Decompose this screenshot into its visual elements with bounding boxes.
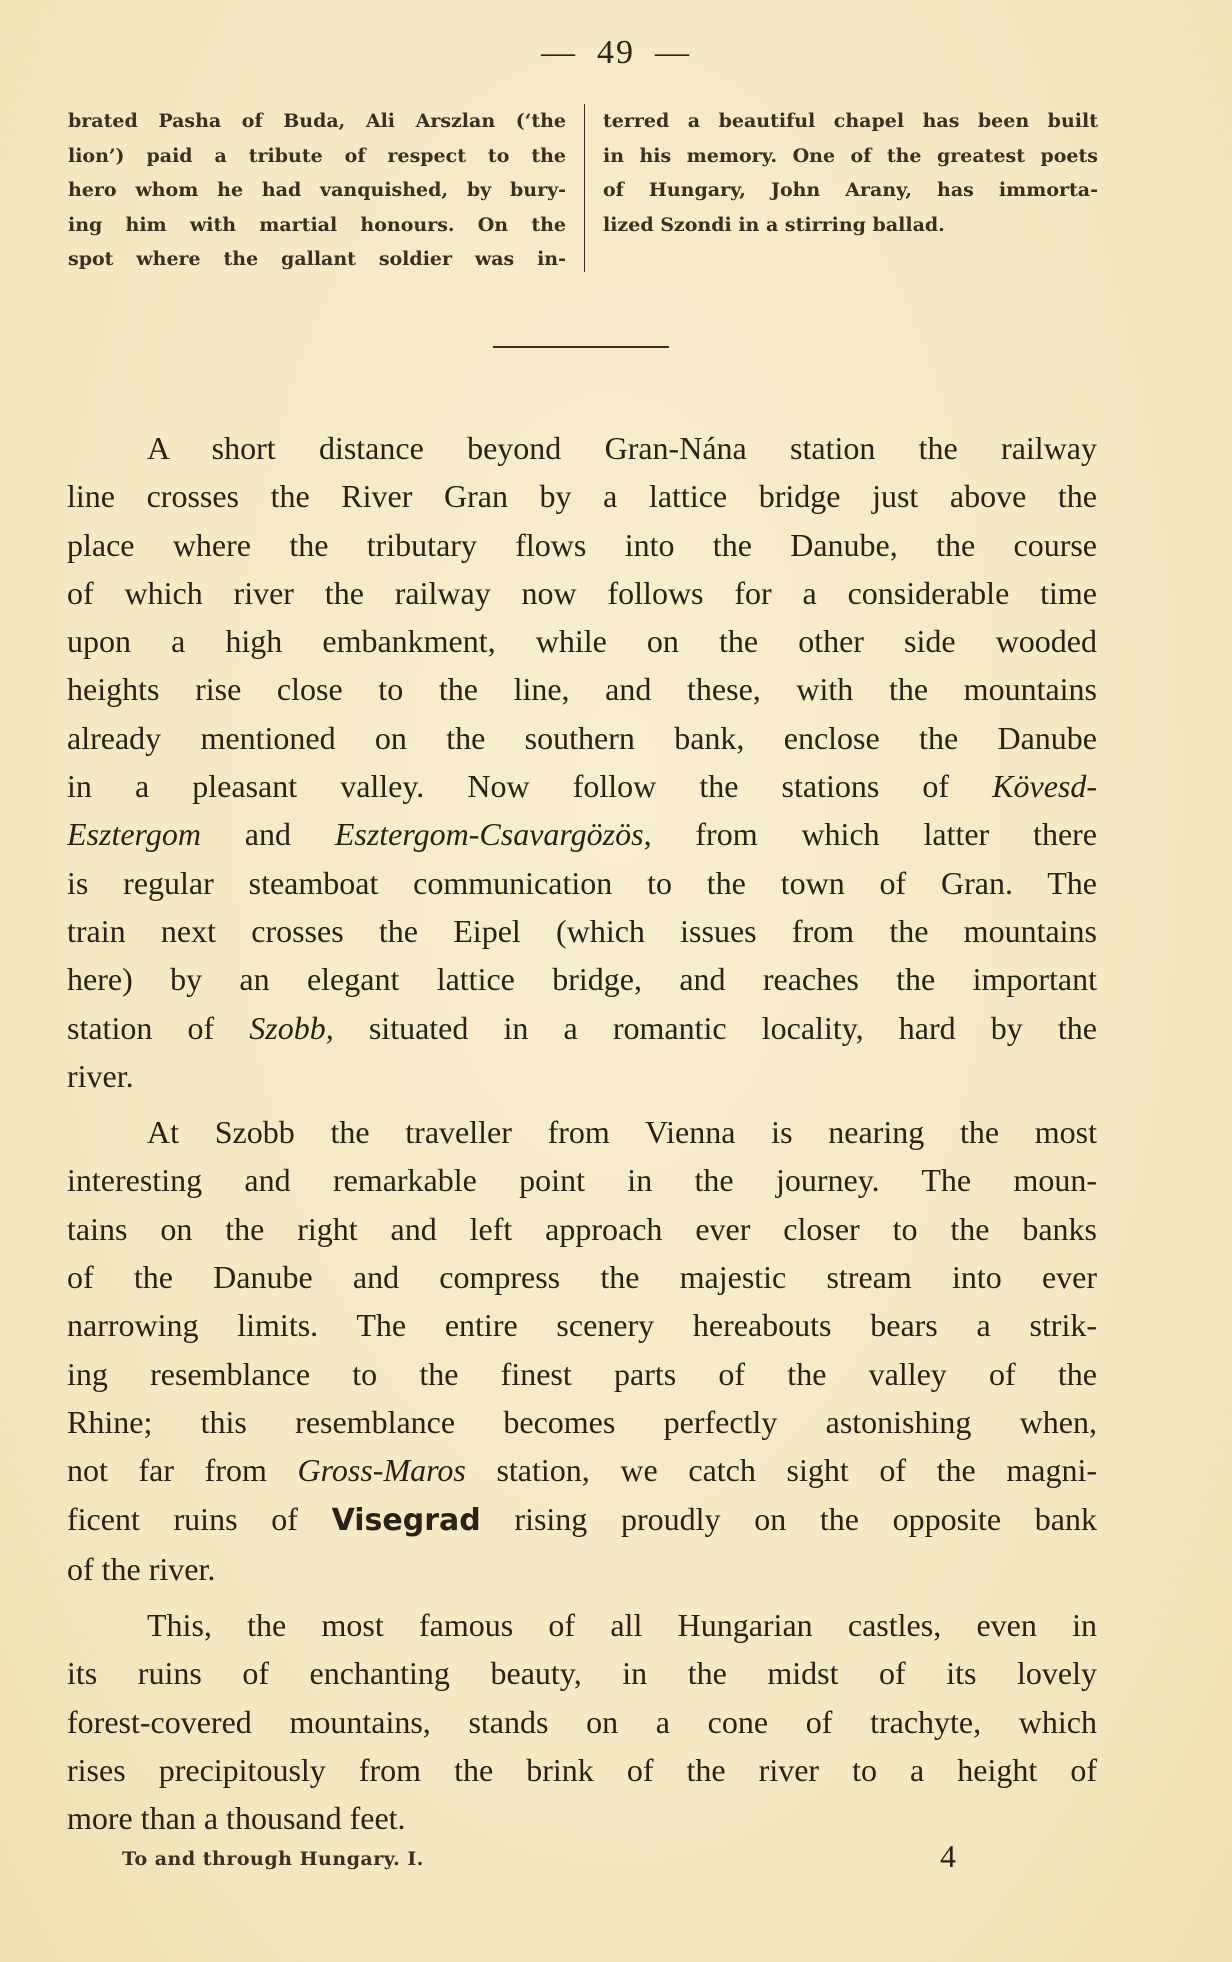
footnote-right-line: in his memory. One of the greatest poets <box>603 144 1098 167</box>
footnote-columns <box>68 104 1098 274</box>
text-segment: situated in a romantic locality, hard by the <box>333 1009 1097 1046</box>
paragraph-3 <box>67 1601 1097 1842</box>
station-name: Esztergom-Csavargözös <box>334 816 644 853</box>
text-line: heights rise close to the line, and these, with the mountains <box>67 671 1097 708</box>
paragraph-2 <box>67 1108 1097 1593</box>
page-number <box>0 34 1232 72</box>
text-segment: in a pleasant valley. Now follow the stations of <box>67 768 993 805</box>
paragraph-1 <box>67 424 1097 1100</box>
page-number-dash-left: — <box>541 34 577 71</box>
text-line <box>67 1446 1097 1494</box>
text-segment: rising proudly on the opposite bank <box>480 1500 1097 1537</box>
text-line: is regular steamboat communication to the town of Gran. The <box>67 864 1097 901</box>
footer-title: To and through Hungary. I. <box>122 1848 424 1870</box>
footnote-left-line: spot where the gallant soldier was in- <box>68 248 566 270</box>
text-line: Rhine; this resemblance becomes perfectly astonishing when, <box>67 1403 1097 1440</box>
text-line: place where the tributary flows into the Danube, the course <box>67 526 1097 563</box>
text-line: line crosses the River Gran by a lattice bridge just above the <box>67 478 1097 515</box>
body-text <box>67 424 1097 1843</box>
text-line: more than a thousand feet. <box>67 1800 406 1837</box>
station-name: Szobb, <box>249 1009 334 1046</box>
text-line: train next crosses the Eipel (which issues from the mountains <box>67 912 1097 949</box>
text-line: ing resemblance to the finest parts of the valley of the <box>67 1355 1097 1392</box>
text-line: already mentioned on the southern bank, enclose the Danube <box>67 719 1097 756</box>
text-segment: , from which latter there <box>643 816 1097 853</box>
section-divider <box>493 346 669 348</box>
page-number-dash-right: — <box>655 34 691 71</box>
text-line: of the river. <box>67 1550 216 1587</box>
footnote-right-line: terred a beautiful chapel has been built <box>603 110 1098 132</box>
signature-mark: 4 <box>940 1838 956 1874</box>
footnote-left-line: ing him with martial honours. On the <box>68 213 566 236</box>
text-line: upon a high embankment, while on the other side wooded <box>67 623 1097 660</box>
text-line: its ruins of enchanting beauty, in the midst of its lovely <box>67 1655 1097 1692</box>
footnote-right-line: lized Szondi in a stirring ballad. <box>603 213 945 236</box>
place-name: Visegrad <box>331 1502 481 1538</box>
text-line <box>67 1495 1097 1545</box>
page-number-value: 49 <box>597 34 635 71</box>
text-segment: and <box>200 816 335 853</box>
station-name: Gross-Maros <box>297 1452 466 1489</box>
text-line: of the Danube and compress the majestic stream into ever <box>67 1259 1097 1296</box>
text-line: A short distance beyond Gran-Nána station the railway <box>147 430 1097 466</box>
text-line: interesting and remarkable point in the journey. The moun- <box>67 1162 1097 1199</box>
footnote-left-line: brated Pasha of Buda, Ali Arszlan (‘the <box>68 110 566 132</box>
station-name: Esztergom <box>67 816 201 853</box>
station-name: Kövesd- <box>992 768 1097 805</box>
text-line: narrowing limits. The entire scenery hereabouts bears a strik- <box>67 1307 1097 1344</box>
text-line: This, the most famous of all Hungarian castles, even in <box>147 1607 1097 1644</box>
footnote-column-left <box>68 104 585 272</box>
text-line: forest-covered mountains, stands on a cone of trachyte, which <box>67 1703 1097 1740</box>
text-segment: ficent ruins of <box>67 1500 332 1537</box>
footnote-right-line: of Hungary, John Arany, has immorta- <box>603 179 1098 201</box>
text-segment: station of <box>67 1009 250 1046</box>
footnote-column-right <box>585 104 1098 274</box>
footnote-left-line: lion’) paid a tribute of respect to the <box>68 144 566 167</box>
text-line: river. <box>67 1057 134 1094</box>
text-line: tains on the right and left approach ever closer to the banks <box>67 1210 1097 1247</box>
text-line <box>67 762 1097 810</box>
text-segment: not far from <box>67 1452 298 1489</box>
text-segment: station, we catch sight of the magni- <box>465 1452 1097 1489</box>
footnote-left-line: hero whom he had vanquished, by bury- <box>68 179 566 201</box>
text-line: rises precipitously from the brink of the river to a height of <box>67 1752 1097 1789</box>
text-line <box>67 810 1097 858</box>
text-line: At Szobb the traveller from Vienna is nearing the most <box>147 1114 1097 1151</box>
text-line <box>67 1004 1097 1052</box>
text-line: of which river the railway now follows for a considerable time <box>67 574 1097 611</box>
text-line: here) by an elegant lattice bridge, and reaches the important <box>67 961 1097 998</box>
